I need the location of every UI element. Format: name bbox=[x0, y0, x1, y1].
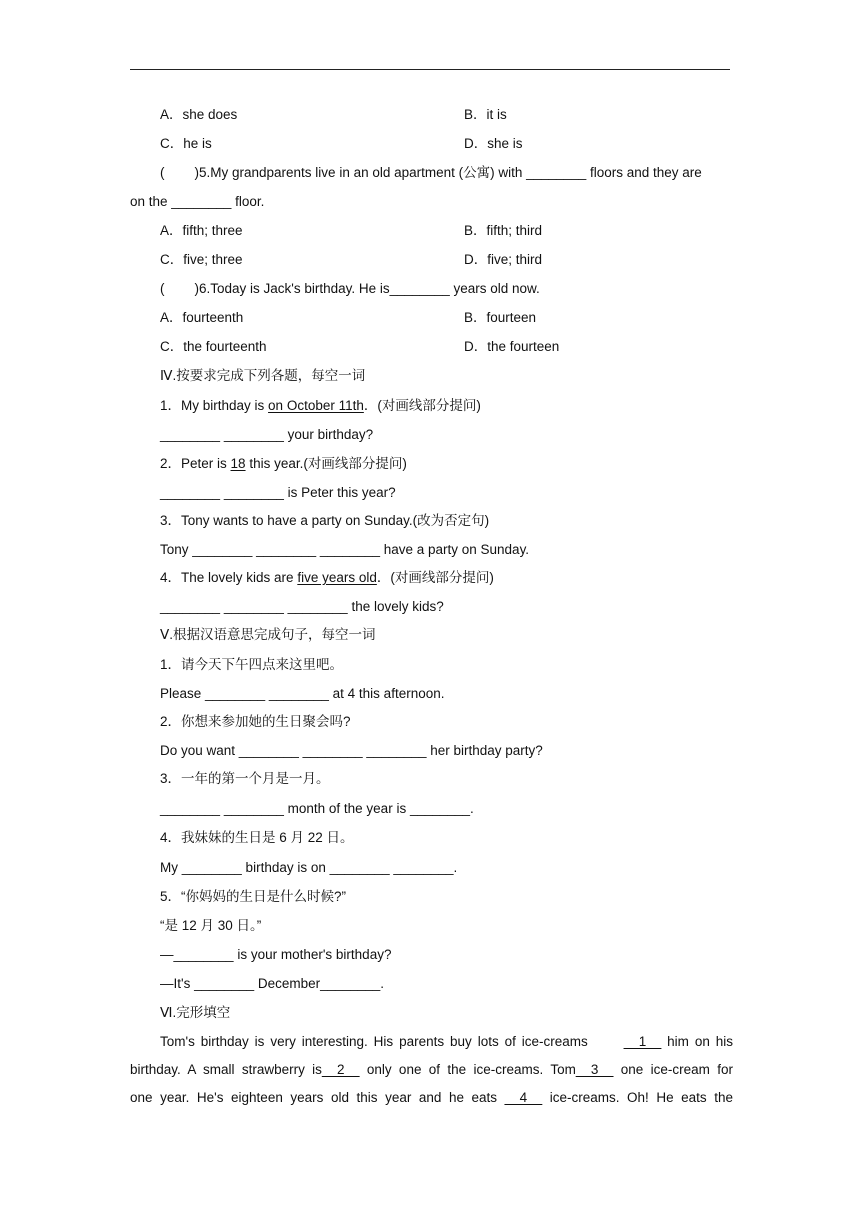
s5-item-4-answer: My ________ birthday is on ________ ________. bbox=[160, 860, 458, 875]
cloze-line-3: one year. He's eighteen years old this year and he eats __4__ ice-creams. Oh! He eats the bbox=[130, 1090, 733, 1105]
q6-option-a: A．fourteenth bbox=[160, 310, 244, 325]
s4-item-4: 4．The lovely kids are five years old．(对画线部分提问) bbox=[160, 570, 494, 585]
q4-option-d: D．she is bbox=[464, 136, 523, 151]
s5-item-5-answer-1: —________ is your mother's birthday? bbox=[160, 947, 392, 962]
s4-item-1-underlined: on October 11th bbox=[268, 398, 364, 413]
q5-option-b: B．fifth; third bbox=[464, 223, 543, 238]
s4-item-2-underlined: 18 bbox=[230, 456, 246, 471]
s4-item-1-answer: ________ ________ your birthday? bbox=[160, 427, 374, 442]
s4-item-3: 3．Tony wants to have a party on Sunday.(改为否定句) bbox=[160, 513, 490, 528]
cloze-line-2: birthday. A small strawberry is__2__ only one of the ice-creams. Tom__3__ one ice-cream for bbox=[130, 1062, 734, 1077]
cloze-blank-4: __4__ bbox=[504, 1090, 543, 1105]
q6-stem: ( )6.Today is Jack's birthday. He is________ years old now. bbox=[160, 281, 540, 296]
s4-item-1: 1．My birthday is on October 11th．(对画线部分提问) bbox=[160, 398, 481, 413]
cloze-blank-2: __2__ bbox=[321, 1062, 360, 1077]
s4-item-2: 2．Peter is 18 this year.(对画线部分提问) bbox=[160, 456, 407, 471]
q5-stem-line1: ( )5.My grandparents live in an old apartment (公寓) with ________ floors and they are bbox=[160, 165, 702, 180]
q6-option-b: B．fourteen bbox=[464, 310, 537, 325]
q4-option-b: B．it is bbox=[464, 107, 507, 122]
s4-item-4-answer: ________ ________ ________ the lovely kids? bbox=[160, 599, 444, 614]
s4-item-3-answer: Tony ________ ________ ________ have a party on Sunday. bbox=[160, 542, 530, 557]
s4-item-4-underlined: five years old bbox=[297, 570, 377, 585]
q5-option-c: C．five; three bbox=[160, 252, 243, 267]
q6-option-c: C．the fourteenth bbox=[160, 339, 267, 354]
s5-item-1-answer: Please ________ ________ at 4 this afternoon. bbox=[160, 686, 445, 701]
section-4-title: Ⅳ.按要求完成下列各题，每空一词 bbox=[160, 368, 366, 383]
cloze-blank-3: __3__ bbox=[575, 1062, 614, 1077]
cloze-line-1: Tom's birthday is very interesting. His parents buy lots of ice-creams __1__ him on his bbox=[160, 1034, 733, 1049]
s5-item-2-answer: Do you want ________ ________ ________ her birthday party? bbox=[160, 743, 543, 758]
s5-item-5: 5．“你妈妈的生日是什么时候?” bbox=[160, 889, 347, 904]
section-5-title: Ⅴ.根据汉语意思完成句子，每空一词 bbox=[160, 627, 376, 642]
header-rule bbox=[130, 69, 730, 70]
s5-item-3-answer: ________ ________ month of the year is ________. bbox=[160, 801, 474, 816]
s4-item-2-answer: ________ ________ is Peter this year? bbox=[160, 485, 396, 500]
q4-option-c: C．he is bbox=[160, 136, 212, 151]
s5-item-5-reply: “是 12 月 30 日。” bbox=[160, 918, 262, 933]
q6-option-d: D．the fourteen bbox=[464, 339, 560, 354]
q5-stem-line2: on the ________ floor. bbox=[130, 194, 265, 209]
s5-item-5-answer-2: —It's ________ December________. bbox=[160, 976, 384, 991]
q4-option-a: A．she does bbox=[160, 107, 238, 122]
q5-option-a: A．fifth; three bbox=[160, 223, 243, 238]
q5-option-d: D．five; third bbox=[464, 252, 543, 267]
s5-item-4: 4．我妹妹的生日是 6 月 22 日。 bbox=[160, 830, 354, 845]
s5-item-2: 2．你想来参加她的生日聚会吗? bbox=[160, 714, 351, 729]
s5-item-1: 1．请今天下午四点来这里吧。 bbox=[160, 657, 344, 672]
section-6-title: Ⅵ.完形填空 bbox=[160, 1005, 231, 1020]
cloze-blank-1: __1__ bbox=[623, 1034, 662, 1049]
s5-item-3: 3．一年的第一个月是一月。 bbox=[160, 771, 330, 786]
